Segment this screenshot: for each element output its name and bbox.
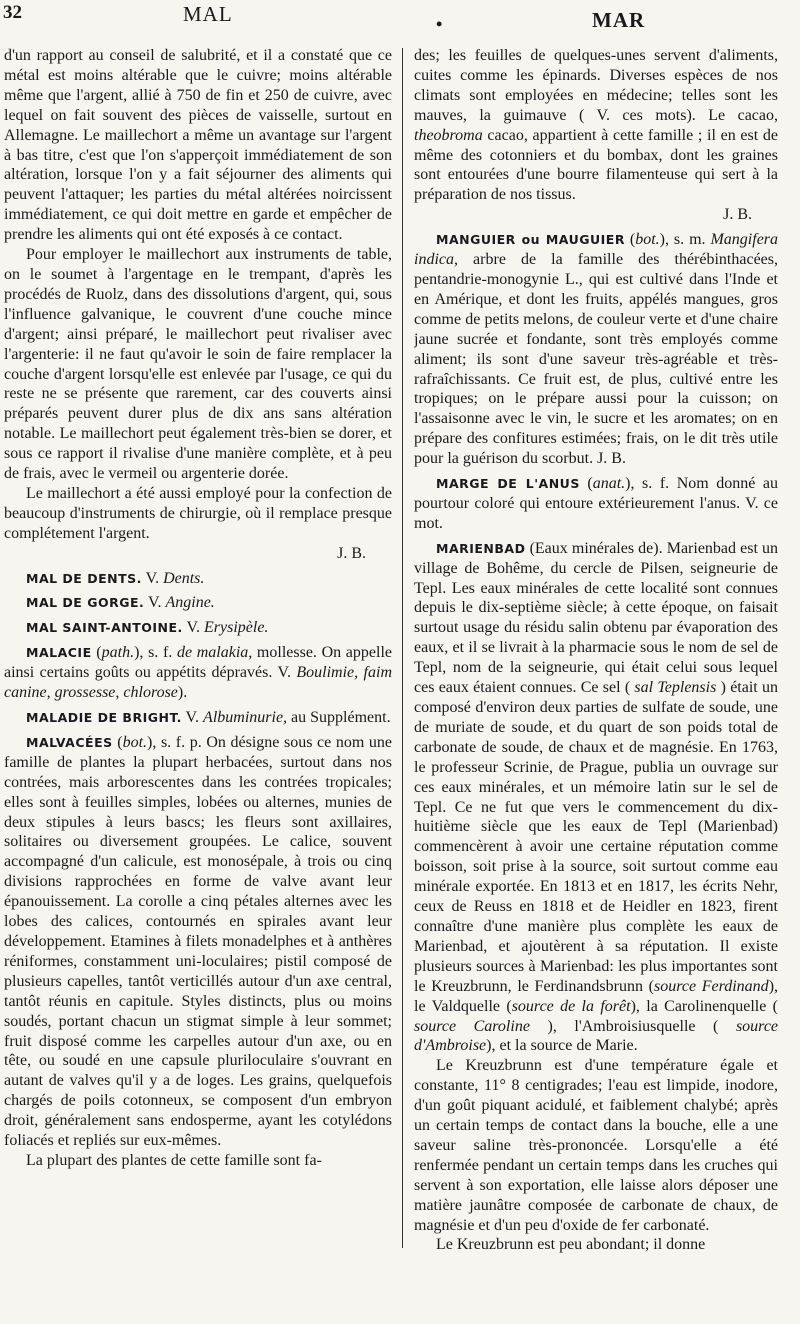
- maillechort-surgery-paragraph: Le maillechort a été aussi employé pour la confection de beaucoup d'instruments de chirurgie, où il remplace presque complétement l'argent.: [4, 484, 392, 542]
- author-signature: J. B.: [337, 544, 366, 562]
- cross-reference: Erysipèle.: [204, 619, 269, 637]
- maillechort-argentage-paragraph: Pour employer le maillechort aux instruments de table, on le soumet à l'argentage en le trempant, d'après les procédés de Ruolz, dans des dissolutions d'argent, qui, sous l'influence galvanique, le couvrent d'une couche mince d'argent; ainsi préparé, le maillechort peut rivaliser avec l'argenterie: il ne faut qu'avoir le soin de faire remplacer la couche d'argent lorsqu'elle est enlevée par l'usage, ce qui du reste ne se présente que rarement, car des couverts ainsi préparés peuvent durer plus de dix ans sans altération notable. Le maillechort peut également très-bien se dorer, et sous ce rapport il rivalise d'une manière complète, et à peu de frais, avec le vermeil ou argenterie dorée.: [4, 246, 392, 483]
- malvacees-continuation: des; les feuilles de quelques-unes servent d'aliments, cuites comme les épinards. Diverses espèces de nos climats sont employées en médecine; telles sont les mauves, la guimauve ( V. ces mots). Le cacao, theobroma cacao, appartient à cette famille ; il en est de même des cotonniers et du bombax, dont les graines sont entourées d'une bourre filamenteuse qui sert à la préparation de nos tissus.: [414, 47, 778, 204]
- malvacees-final-paragraph: La plupart des plantes de cette famille sont fa-: [26, 1151, 322, 1169]
- header-marker: •: [436, 14, 443, 34]
- entry-malvacees: MALVACÉES (bot.), s. f. p. On désigne sous ce nom une famille de plantes la plupart herbacées, surtout dans nos contrées, mais arborescentes dans les contrées tropicales; elles sont à feuilles simples, lobées ou alternes, munies de deux stipules à leurs bascs; les fleurs sont axillaires, solitaires ou diversement groupées. Le calice, souvent accompagné d'un calicule, est monosépale, à trois ou cinq divisions rapprochées en forme de valve avant leur épanouissement. La corolle a cinq pétales alternes avec les lobes des calices, contournés en spirales avant leur développement. Etamines à filets monadelphes et à anthères réniformes, constamment uni-loculaires; pistil composé de plusieurs capelles, tantôt verticillés autour d'un axe central, tantôt réunis en capitule. Styles distincts, plus ou moins soudés, portant chacun un stigmat simple à leur sommet; fruit disposé comme les carpelles autour d'un axe, ou en tête, ou soudé en une capsule pluriloculaire s'ouvrant en autant de valves qu'il y a de loges. Les grains, quelquefois chargés de poils cotonneux, se composent d'un embryon droit, généralement sans endosperme, ayant les cotylédons foliacés et repliés sur eux-mêmes.: [4, 733, 392, 1150]
- running-header: [0, 2, 800, 42]
- right-column: [414, 46, 778, 1316]
- entry-mal-saint-antoine: MAL SAINT-ANTOINE. V. Erysipèle.: [26, 619, 269, 637]
- entry-maladie-de-bright: MALADIE DE BRIGHT. V. Albuminurie, au Supplément.: [26, 709, 391, 726]
- entry-mal-de-gorge: MAL DE GORGE. V. Angine.: [26, 594, 215, 612]
- entry-mal-de-dents: MAL DE DENTS. V. Dents.: [26, 569, 205, 587]
- headword: MARGE DE L'ANUS: [436, 476, 580, 492]
- right-running-title: MAR: [592, 8, 646, 32]
- column-divider: [402, 48, 403, 1248]
- entry-malacie: MALACIE (path.), s. f. de malakia, mollesse. On appelle ainsi certains goûts ou appétits dépravés. V. Boulimie, faim canine, grossesse, chlorose).: [4, 644, 392, 702]
- cross-reference: Dents.: [163, 569, 205, 587]
- headword: MALVACÉES: [26, 734, 113, 750]
- cross-reference: Albuminurie,: [203, 709, 288, 726]
- author-signature: J. B.: [597, 450, 626, 468]
- kreuzbrunn-flow-paragraph: Le Kreuzbrunn est peu abondant; il donne: [436, 1236, 706, 1254]
- headword: MALACIE: [26, 645, 92, 661]
- cross-reference: Boulimie, faim canine, grossesse, chlorose: [4, 664, 392, 702]
- headword: MARIENBAD: [436, 540, 526, 556]
- left-column: [4, 46, 392, 1316]
- headword: MAL DE GORGE.: [26, 595, 145, 611]
- entry-marienbad: MARIENBAD (Eaux minérales de). Marienbad est un village de Bohême, du cercle de Pilsen, seigneurie de Tepl. Les eaux minérales de cette localité sont connues depuis le dix-septième siècle; à cette époque, on faisait surtout usage du résidu salin obtenu par évaporation des eaux, et il se livrait à la pharmacie sous le nom de sel de Tepl, nom de la seigneurie, qui était celui sous lequel ces eaux étaient connues. Ce sel ( sal Teplensis ) était un composé d'environ deux parties de sulfate de soude, une de muriate de soude, et du quart de son poids total de carbonate de soude, de chaux et de magnésie. En 1763, le professeur Scrinie, de Prague, publia un ouvrage sur ces eaux minérales, et un mémoire latin sur le sel de Tepl. Ce ne fut que vers le commencement du dix-huitième siècle que les eaux de Tepl (Marienbad) commencèrent à avoir une certaine réputation comme boisson, soit prise à la source, soit surtout comme eau minérale exportée. En 1813 et en 1817, les écrits Nehr, ceux de Reuss en 1818 et de Heidler en 1823, firent connaître d'une manière plus complète les eaux de Marienbad, et ajoutèrent à sa réputation. Il existe plusieurs sources à Marienbad: les plus importantes sont le Kreuzbrunn, le Ferdinandsbrunn (source Ferdinand), le Valdquelle (source de la forêt), la Carolinenquelle ( source Caroline ), l'Ambroisiusquelle ( source d'Ambroise), et la source de Marie.: [414, 539, 778, 1055]
- maillechort-continuation: d'un rapport au conseil de salubrité, et il a constaté que ce métal est moins altérable que le cuivre; moins altérable même que l'argent, allié à 750 de fin et 250 de cuivre, avec lequel on fait souvent des pièces de vaisselle, surtout en Allemagne. Le maillechort a même un avantage sur l'argent à bas titre, c'est que l'on s'apperçoit immédiatement de son altération, lorsque l'on y a fait séjourner des aliments qui peuvent l'attaquer; les parties du métal altérées noircissent immédiatement, ce qui doit mettre en garde et empêcher de prendre les aliments qui ont été exposés à ce contact.: [4, 47, 392, 244]
- headword: MAL SAINT-ANTOINE.: [26, 620, 183, 636]
- left-running-title: MAL: [183, 2, 233, 26]
- headword: MANGUIER ou MAUGUIER: [436, 232, 625, 248]
- page-number: 32: [3, 2, 22, 23]
- headword: MALADIE DE BRIGHT.: [26, 710, 182, 725]
- headword: MAL DE DENTS.: [26, 570, 142, 586]
- entry-manguier: MANGUIER ou MAUGUIER (bot.), s. m. Mangifera indica, arbre de la famille des thérébinthacées, pentandrie-monogynie L., qui est cultivé dans l'Inde et en Amérique, et dont les fruits, appélés mangues, gros comme de petits melons, de couleur verte et d'une chaire jaune sucrée et fondante, sont très employés comme aliment; ils sont d'une saveur très-agréable et très-rafraîchissants. Ce fruit est, de plus, cultivé entre les tropiques; on le prépare aussi pour la cuisson; on l'assaisonne avec le vin, le sucre et les aromates; on en prépare des confitures estimées; frais, on le dit très utile pour la guérison du scorbut. J. B.: [414, 231, 778, 468]
- kreuzbrunn-paragraph: Le Kreuzbrunn est d'une température égale et constante, 11° 8 centigrades; l'eau est limpide, inodore, d'un goût piquant acidulé, et faiblement chalybé; après un certain temps de contact dans la bouche, elle a une saveur saline très-prononcée. Lorsqu'elle a été renfermée pendant un certain temps dans les cruches qui servent à son exportation, elle laisse alors déposer une matière jaunâtre composée de carbonate de chaux, de magnésie et d'un peu d'oxide de fer carbonaté.: [414, 1057, 778, 1234]
- cross-reference: Angine.: [165, 594, 215, 612]
- entry-marge-de-l-anus: MARGE DE L'ANUS (anat.), s. f. Nom donné au pourtour coloré qui entoure extérieurement l'anus. V. ce mot.: [414, 475, 778, 532]
- author-signature: J. B.: [723, 206, 752, 224]
